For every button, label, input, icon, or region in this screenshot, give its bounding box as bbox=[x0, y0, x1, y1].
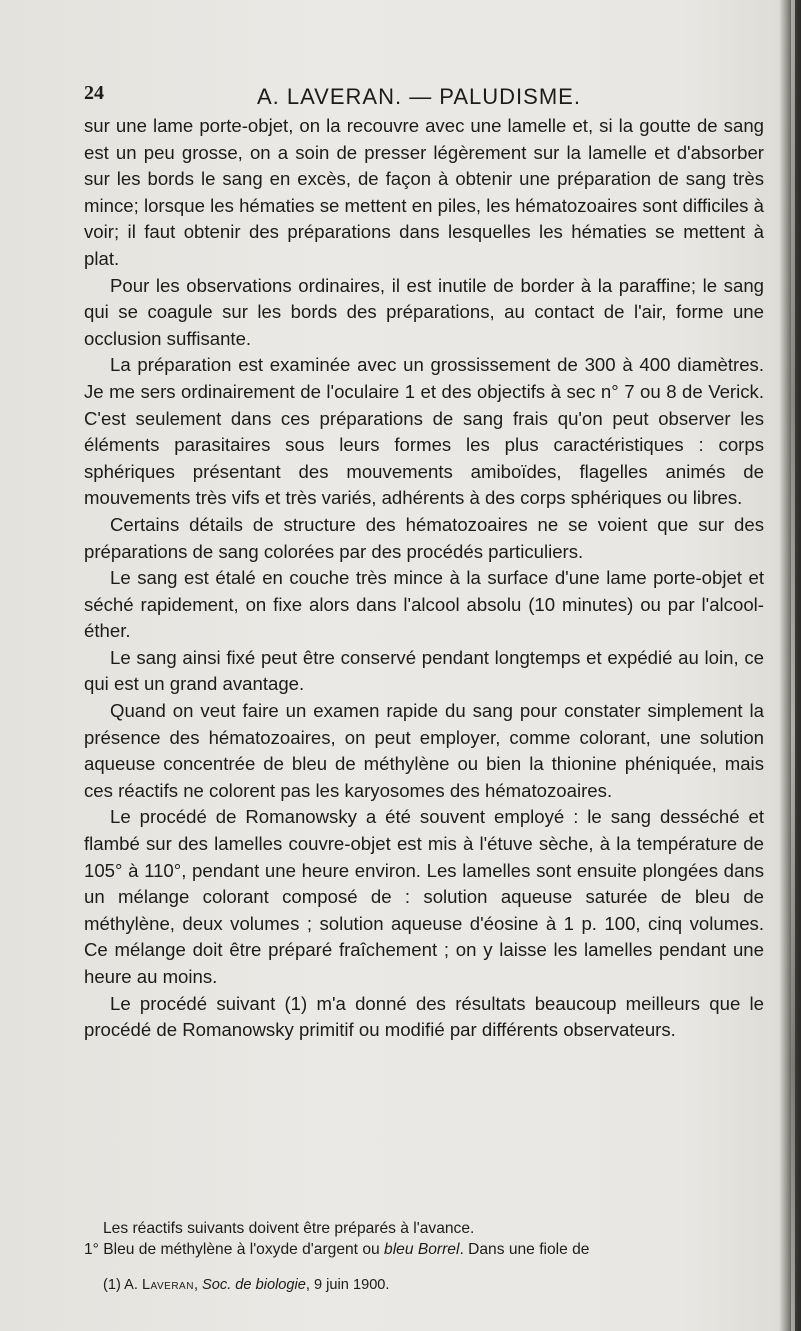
paragraph-1: sur une lame porte-objet, on la recouvre avec une lamelle et, si la goutte de sang est un peu grosse, on a soin de presser légèrement sur la lamelle et d'absorber sur les bords le sang en excès, de façon à obtenir une préparation de sang très mince; lorsque les hématies se mettent en piles, les hématozoaires sont difficiles à voir; il faut obtenir des préparations dans lesquelles les hématies se mettent à plat. bbox=[84, 115, 764, 269]
paragraph-2: Pour les observations ordinaires, il est inutile de border à la paraffine; le sang qui se coagule sur les bords des préparations, au contact de l'air, forme une occlusion suffisante. bbox=[84, 274, 764, 349]
paragraph-8: Le procédé de Romanowsky a été souvent employé : le sang desséché et flambé sur des lamelles couvre-objet est mis à l'étuve sèche, à la température de 105° à 110°, pendant une heure environ. Les lamelles sont ensuite plongées dans un mélange colorant composé de : solution aqueuse saturée de bleu de méthylène, deux volumes ; solution aqueuse d'éosine à 1 p. 100, cinq volumes. Ce mélange doit être préparé fraîchement ; on y laisse les lamelles pendant une heure au moins. bbox=[84, 806, 764, 987]
small-item-1 bbox=[84, 1239, 763, 1260]
paragraph-6: Le sang ainsi fixé peut être conservé pendant longtemps et expédié au loin, ce qui est un grand avantage. bbox=[84, 646, 764, 695]
body-text bbox=[84, 113, 764, 1044]
footnote-sep: , bbox=[193, 1277, 203, 1293]
paragraph-5: Le sang est étalé en couche très mince à la surface d'une lame porte-objet et séché rapidement, on fixe alors dans l'alcool absolu (10 minutes) ou par l'alcool-éther. bbox=[84, 567, 764, 642]
small-print-section bbox=[84, 1218, 763, 1260]
footnote bbox=[103, 1275, 763, 1295]
page-number: 24 bbox=[84, 82, 104, 104]
small-intro: Les réactifs suivants doivent être préparés à l'avance. bbox=[103, 1220, 475, 1237]
paragraph-9: Le procédé suivant (1) m'a donné des résultats beaucoup meilleurs que le procédé de Romanowsky primitif ou modifié par différents observateurs. bbox=[84, 992, 764, 1041]
running-title: A. LAVERAN. — PALUDISME. bbox=[257, 84, 581, 109]
paragraph-7: Quand on veut faire un examen rapide du sang pour constater simplement la présence des hématozoaires, on peut employer, comme colorant, une solution aqueuse concentrée de bleu de méthylène ou bien la thionine phéniquée, mais ces réactifs ne colorent pas les karyosomes des hématozoaires. bbox=[84, 700, 764, 801]
page-edge-highlight bbox=[791, 0, 795, 1331]
footnote-author: Laveran bbox=[141, 1277, 194, 1293]
footnote-mark: (1) A. bbox=[103, 1277, 142, 1293]
footnote-date: , 9 juin 1900. bbox=[305, 1277, 390, 1293]
small-item-italic: bleu Borrel bbox=[384, 1241, 460, 1258]
page-header bbox=[0, 82, 801, 112]
page-edge-shadow bbox=[779, 0, 801, 1331]
footnote-journal: Soc. de biologie bbox=[202, 1277, 306, 1293]
paragraph-4: Certains détails de structure des hématozoaires ne se voient que sur des préparations de sang colorées par des procédés particuliers. bbox=[84, 513, 764, 562]
paragraph-3: La préparation est examinée avec un grossissement de 300 à 400 diamètres. Je me sers ordinairement de l'oculaire 1 et des objectifs à sec n° 7 ou 8 de Verick. C'est seulement dans ces préparations de sang frais qu'on peut observer les éléments parasitaires sous leurs formes les plus caractéristiques : corps sphériques présentant des mouvements amiboïdes, flagelles animés de mouvements très vifs et très variés, adhérents à des corps sphériques ou libres. bbox=[84, 354, 764, 509]
small-item-suffix: . Dans une fiole de bbox=[459, 1241, 590, 1258]
small-item-prefix: 1° Bleu de méthylène à l'oxyde d'argent ou bbox=[84, 1241, 385, 1258]
